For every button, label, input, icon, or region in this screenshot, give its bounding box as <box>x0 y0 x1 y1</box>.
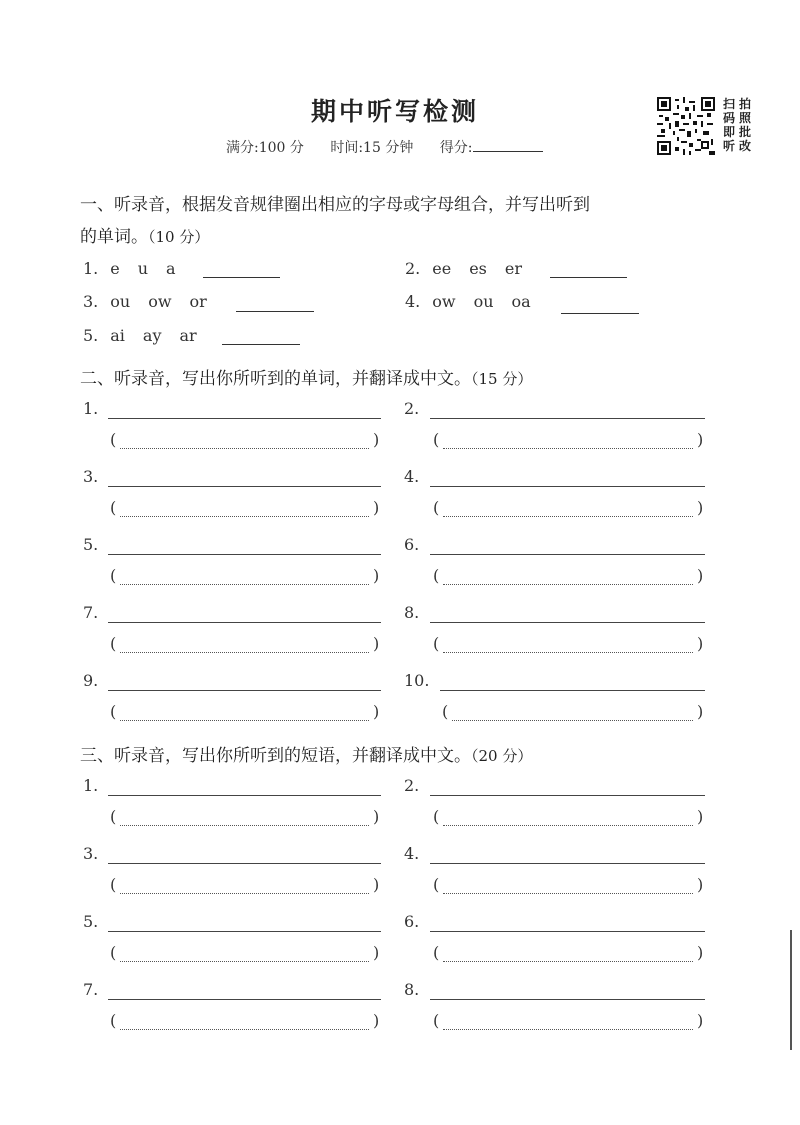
section3-title-row <box>80 741 532 766</box>
chinese-translation-line[interactable] <box>120 448 369 449</box>
paren-close: ) <box>373 702 380 721</box>
qr-caption-char: 拍 <box>738 97 751 111</box>
item-number: 3. <box>83 844 99 863</box>
letter-option[interactable]: ou <box>110 292 131 311</box>
paren-open: ( <box>433 807 440 826</box>
chinese-translation-line[interactable] <box>443 584 693 585</box>
paren-close: ) <box>373 634 380 653</box>
paren-open: ( <box>110 566 117 585</box>
page-edge-mark <box>790 930 792 1050</box>
chinese-translation-line[interactable] <box>120 652 369 653</box>
chinese-translation-line[interactable] <box>443 893 693 894</box>
score-line <box>226 137 565 157</box>
english-answer-line[interactable] <box>108 622 381 623</box>
paren-open: ( <box>433 566 440 585</box>
qr-caption-char: 即 <box>722 125 735 139</box>
paren-close: ) <box>373 1011 380 1030</box>
paren-open: ( <box>110 807 117 826</box>
letter-option[interactable]: ow <box>432 292 456 311</box>
paren-open: ( <box>110 498 117 517</box>
letter-option[interactable]: ow <box>148 292 172 311</box>
s1-answer-blank-4[interactable] <box>561 313 639 314</box>
chinese-translation-line[interactable] <box>443 448 693 449</box>
s1-answer-blank-1[interactable] <box>203 277 280 278</box>
english-answer-line[interactable] <box>108 486 381 487</box>
letter-option[interactable]: ee <box>432 259 452 278</box>
letter-option[interactable]: u <box>137 259 149 278</box>
chinese-translation-line[interactable] <box>452 720 693 721</box>
qr-caption-char: 改 <box>738 139 751 153</box>
paren-open: ( <box>110 702 117 721</box>
section1-title-cont-text: 的单词。 <box>80 227 148 247</box>
item-number: 8. <box>404 603 420 622</box>
chinese-translation-line[interactable] <box>120 720 369 721</box>
paren-close: ) <box>697 634 704 653</box>
item-number: 9. <box>83 671 99 690</box>
chinese-translation-line[interactable] <box>443 516 693 517</box>
letter-option[interactable]: ai <box>110 326 125 345</box>
s1-item-4 <box>405 292 549 311</box>
qr-caption-char: 听 <box>722 139 735 153</box>
paren-close: ) <box>697 498 704 517</box>
english-answer-line[interactable] <box>430 931 705 932</box>
section3-points: （20 分） <box>471 747 533 765</box>
section1-points: （10 分） <box>148 228 210 246</box>
item-number: 10. <box>404 671 430 690</box>
letter-option[interactable]: oa <box>511 292 531 311</box>
qr-caption <box>721 97 755 153</box>
letter-option[interactable]: er <box>504 259 523 278</box>
english-answer-line[interactable] <box>108 931 381 932</box>
item-number: 1. <box>83 399 99 418</box>
paren-close: ) <box>697 702 704 721</box>
letter-option[interactable]: es <box>469 259 487 278</box>
item-number: 4. <box>405 292 421 311</box>
letter-option[interactable]: ay <box>142 326 162 345</box>
paren-open: ( <box>433 1011 440 1030</box>
paren-open: ( <box>110 943 117 962</box>
paren-close: ) <box>697 875 704 894</box>
section2-points: （15 分） <box>471 370 533 388</box>
chinese-translation-line[interactable] <box>120 961 369 962</box>
score-blank[interactable] <box>473 139 543 152</box>
english-answer-line[interactable] <box>440 690 705 691</box>
section2-title-row <box>80 364 532 389</box>
full-marks: 满分:100 分 <box>226 140 304 156</box>
s1-item-5 <box>83 326 215 345</box>
s1-answer-blank-5[interactable] <box>222 344 300 345</box>
section3-title: 三、听录音，写出你所听到的短语，并翻译成中文。 <box>80 746 471 766</box>
s1-item-3 <box>83 292 225 311</box>
chinese-translation-line[interactable] <box>120 1029 369 1030</box>
page-title: 期中听写检测 <box>310 97 479 126</box>
paren-open: ( <box>433 634 440 653</box>
paren-open: ( <box>433 943 440 962</box>
s1-item-1 <box>83 259 194 278</box>
paren-open: ( <box>433 430 440 449</box>
chinese-translation-line[interactable] <box>120 825 369 826</box>
s1-answer-blank-3[interactable] <box>236 311 314 312</box>
chinese-translation-line[interactable] <box>443 961 693 962</box>
letter-option[interactable]: ou <box>473 292 494 311</box>
english-answer-line[interactable] <box>430 486 705 487</box>
qr-code-icon <box>657 97 715 155</box>
qr-caption-char: 扫 <box>722 97 735 111</box>
item-number: 5. <box>83 326 99 345</box>
chinese-translation-line[interactable] <box>443 825 693 826</box>
english-answer-line[interactable] <box>430 795 705 796</box>
paren-open: ( <box>433 875 440 894</box>
item-number: 4. <box>404 844 420 863</box>
qr-caption-char: 码 <box>722 111 735 125</box>
paren-close: ) <box>373 566 380 585</box>
english-answer-line[interactable] <box>108 863 381 864</box>
paren-open: ( <box>110 1011 117 1030</box>
item-number: 7. <box>83 980 99 999</box>
paren-close: ) <box>697 943 704 962</box>
section2-title: 二、听录音，写出你所听到的单词，并翻译成中文。 <box>80 369 471 389</box>
qr-caption-char: 照 <box>738 111 751 125</box>
letter-option[interactable]: ar <box>179 326 197 345</box>
item-number: 5. <box>83 912 99 931</box>
item-number: 8. <box>404 980 420 999</box>
item-number: 1. <box>83 259 99 278</box>
letter-option[interactable]: a <box>166 259 176 278</box>
chinese-translation-line[interactable] <box>443 1029 693 1030</box>
paren-close: ) <box>697 430 704 449</box>
english-answer-line[interactable] <box>430 622 705 623</box>
item-number: 6. <box>404 535 420 554</box>
chinese-translation-line[interactable] <box>120 516 369 517</box>
item-number: 3. <box>83 467 99 486</box>
english-answer-line[interactable] <box>108 690 381 691</box>
paren-open: ( <box>442 702 449 721</box>
chinese-translation-line[interactable] <box>120 584 369 585</box>
s1-item-2 <box>405 259 540 278</box>
paren-close: ) <box>373 875 380 894</box>
paren-close: ) <box>697 1011 704 1030</box>
section1-title: 一、听录音，根据发音规律圈出相应的字母或字母组合，并写出听到 <box>80 195 590 215</box>
paren-close: ) <box>373 498 380 517</box>
item-number: 2. <box>404 776 420 795</box>
english-answer-line[interactable] <box>430 418 705 419</box>
english-answer-line[interactable] <box>430 863 705 864</box>
paren-open: ( <box>110 875 117 894</box>
english-answer-line[interactable] <box>430 554 705 555</box>
english-answer-line[interactable] <box>108 999 381 1000</box>
item-number: 1. <box>83 776 99 795</box>
paren-close: ) <box>373 430 380 449</box>
item-number: 7. <box>83 603 99 622</box>
english-answer-line[interactable] <box>108 795 381 796</box>
letter-option[interactable]: e <box>110 259 120 278</box>
item-number: 4. <box>404 467 420 486</box>
score-label: 得分: <box>439 140 473 156</box>
letter-option[interactable]: or <box>189 292 207 311</box>
paren-close: ) <box>373 943 380 962</box>
chinese-translation-line[interactable] <box>120 893 369 894</box>
paren-close: ) <box>697 807 704 826</box>
english-answer-line[interactable] <box>108 554 381 555</box>
time-limit: 时间:15 分钟 <box>330 140 414 156</box>
chinese-translation-line[interactable] <box>443 652 693 653</box>
paren-close: ) <box>373 807 380 826</box>
section1-title-cont <box>80 222 209 247</box>
item-number: 2. <box>405 259 421 278</box>
qr-caption-char: 批 <box>738 125 751 139</box>
english-answer-line[interactable] <box>430 999 705 1000</box>
paren-open: ( <box>110 634 117 653</box>
english-answer-line[interactable] <box>108 418 381 419</box>
paren-open: ( <box>433 498 440 517</box>
item-number: 3. <box>83 292 99 311</box>
item-number: 2. <box>404 399 420 418</box>
item-number: 5. <box>83 535 99 554</box>
item-number: 6. <box>404 912 420 931</box>
paren-open: ( <box>110 430 117 449</box>
paren-close: ) <box>697 566 704 585</box>
s1-answer-blank-2[interactable] <box>550 277 627 278</box>
